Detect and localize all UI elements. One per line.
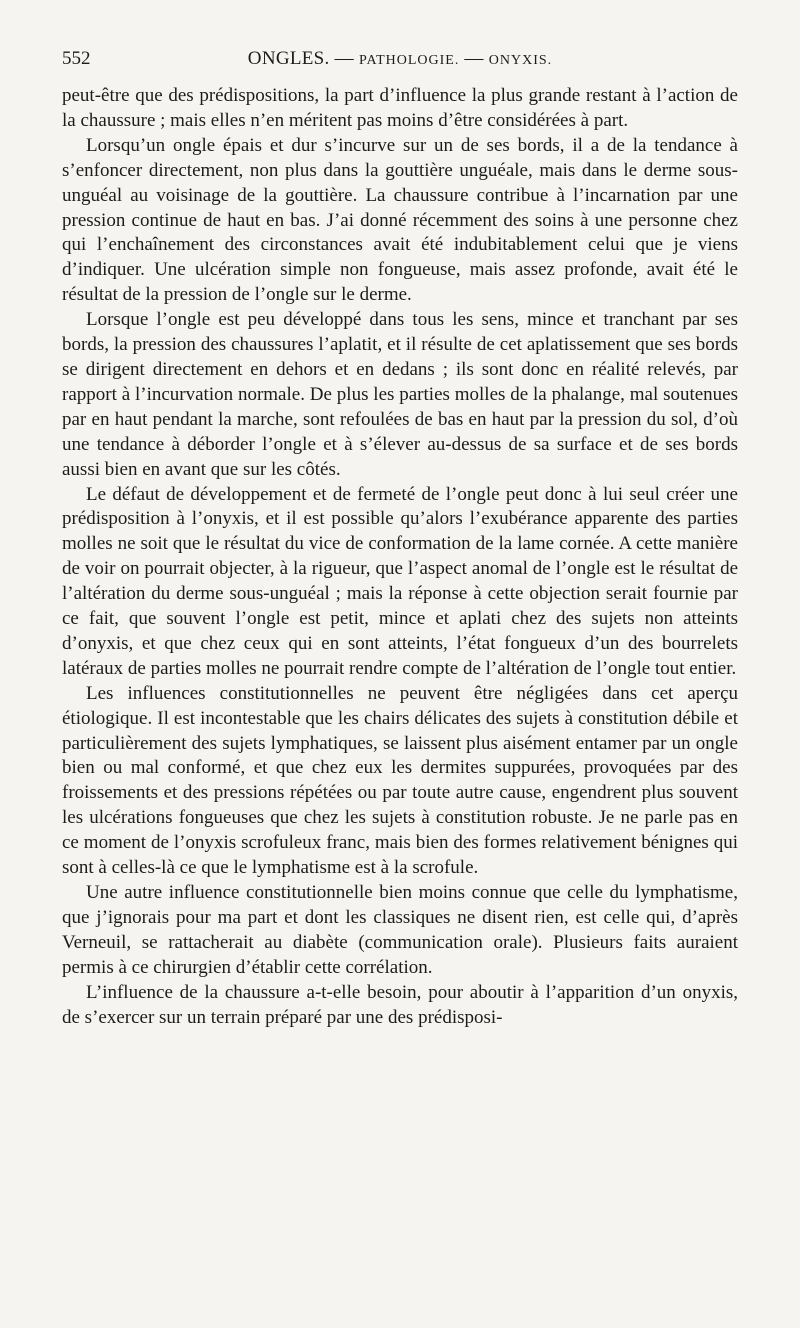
running-head-subsection: ONYXIS. bbox=[488, 53, 553, 68]
paragraph: Lorsque l’ongle est peu développé dans tous les sens, mince et tranchant par ses bords, la pression des chaussures l’aplatit, et il résulte de cet aplatissement que ses bords se dirigent directement en dehors et en dedans ; ils sont donc en réalité relevés, par rapport à l’incurvation normale. De plus les parties molles de la phalange, mal soutenues par en haut pendant la marche, sont refoulées de bas en haut par la pression du sol, d’où une tendance à déborder l’ongle et à s’élever au-dessus de sa surface et de ses bords aussi bien en avant que sur les côtés. bbox=[62, 309, 738, 480]
running-head-section: PATHOLOGIE. bbox=[359, 53, 460, 68]
paragraph: Lorsqu’un ongle épais et dur s’incurve sur un de ses bords, il a de la tendance à s’enfoncer directement, non plus dans la gouttière unguéale, mais dans le derme sous-unguéal au voisinage de la gouttière. La chaussure contribue à l’incarnation par une pression continue de haut en bas. J’ai donné récemment des soins à une personne chez qui l’enchaînement des circonstances avait été indubitablement celui que je viens d’indiquer. Une ulcération simple non fongueuse, mais assez profonde, avait été le résultat de la pression de l’ongle sur le derme. bbox=[62, 134, 738, 306]
running-head-dash: — bbox=[334, 48, 354, 69]
paragraph-continuation: peut-être que des prédispositions, la part d’influence la plus grande restant à l’action de la chaussure ; mais elles n’en méritent pas moins d’être considérées à part. bbox=[62, 85, 738, 131]
paragraph: L’influence de la chaussure a-t-elle besoin, pour aboutir à l’apparition d’un onyxis, de s’exercer sur un terrain préparé par une des prédisposi- bbox=[62, 981, 738, 1028]
page-header bbox=[62, 48, 738, 78]
running-head bbox=[62, 48, 738, 70]
paragraph: Le défaut de développement et de fermeté de l’ongle peut donc à lui seul créer une prédisposition à l’onyxis, et il est possible qu’alors l’exubérance apparente des parties molles ne soit que le résultat du vice de conformation de la lame cornée. A cette manière de voir on pourrait objecter, à la rigueur, que l’aspect anomal de l’ongle est le résultat de l’altération du derme sous-unguéal ; mais la réponse à cette objection serait fournie par ce fait, que souvent l’ongle est petit, mince et aplati chez des sujets non atteints d’onyxis, et que chez ceux qui en sont atteints, l’état fongueux d’un des bourrelets latéraux de parties molles ne pourrait rendre compte de l’altération de l’ongle tout entier. bbox=[62, 483, 738, 679]
body-text bbox=[62, 84, 738, 1030]
paragraph: Les influences constitutionnelles ne peuvent être négligées dans cet aperçu étiologique. Il est incontestable que les chairs délicates des sujets à constitution débile et particulièrement des sujets lymphatiques, se laissent plus aisément entamer par un ongle bien ou mal conformé, et que chez eux les dermites suppurées, provoquées par des froissements et des pressions répétées ou par toute autre cause, engendrent plus souvent les ulcérations fongueuses que chez les sujets à constitution robuste. Je ne parle pas en ce moment de l’onyxis scrofuleux franc, mais bien des formes relativement bénignes qui sont à celles-là ce que le lymphatisme est à la scrofule. bbox=[62, 682, 738, 879]
page-number: 552 bbox=[62, 48, 91, 69]
running-head-title: ONGLES. bbox=[247, 48, 330, 69]
paragraph: Une autre influence constitutionnelle bien moins connue que celle du lymphatisme, que j’ignorais pour ma part et dont les classiques ne disent rien, est celle qui, d’après Verneuil, se rattacherait au diabète (communication orale). Plusieurs faits auraient permis à ce chirurgien d’établir cette corrélation. bbox=[62, 882, 738, 978]
running-head-dash: — bbox=[464, 48, 484, 69]
